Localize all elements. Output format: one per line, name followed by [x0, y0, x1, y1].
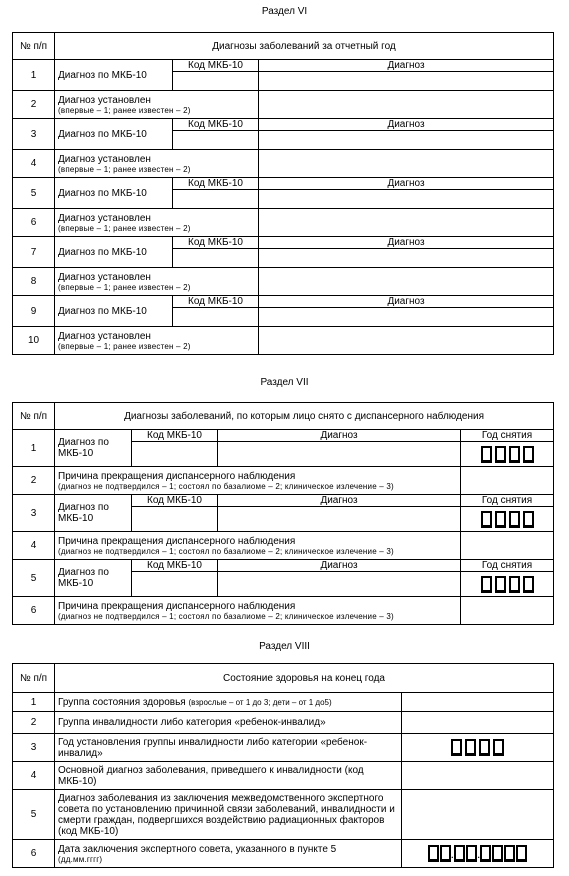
row-number: 7: [13, 237, 55, 268]
code-field[interactable]: [173, 131, 259, 150]
section-8-title: Раздел VIII: [259, 641, 310, 652]
reason-label: Причина прекращения диспансерного наблюдения (диагноз не подтвердился – 1; состоял по базалиоме – 2; клиническое излечение – 3): [55, 467, 461, 495]
established-field[interactable]: [259, 209, 554, 237]
row-number: 3: [13, 119, 55, 150]
section-8-table: [12, 663, 554, 868]
row-number: 2: [13, 467, 55, 495]
diag-label: Диагноз: [259, 119, 554, 131]
row-number: 4: [13, 532, 55, 560]
diag-field[interactable]: [259, 72, 554, 91]
row-number: 4: [13, 762, 55, 790]
code-label: Код МКБ-10: [173, 119, 259, 131]
row-number: 2: [13, 91, 55, 119]
row-number: 8: [13, 268, 55, 296]
code-label: Код МКБ-10: [173, 237, 259, 249]
reason-label: Причина прекращения диспансерного наблюдения (диагноз не подтвердился – 1; состоял по базалиоме – 2; клиническое излечение – 3): [55, 532, 461, 560]
diag-label: Диагноз: [218, 495, 461, 507]
num-header: № п/п: [13, 403, 55, 430]
diag-field[interactable]: [259, 131, 554, 150]
row-number: 5: [13, 560, 55, 597]
established-field[interactable]: [259, 150, 554, 178]
reason-field[interactable]: [461, 532, 554, 560]
diag-label: Диагноз: [259, 60, 554, 72]
disability-group-label: Группа инвалидности либо категория «ребенок-инвалид»: [55, 712, 402, 734]
established-label: Диагноз установлен (впервые – 1; ранее известен – 2): [55, 209, 259, 237]
code-field[interactable]: [173, 308, 259, 327]
section-7-title: Раздел VII: [260, 377, 309, 388]
row-number: 10: [13, 327, 55, 355]
disability-diagnosis-label: Основной диагноз заболевания, приведшего к инвалидности (код МКБ-10): [55, 762, 402, 790]
diag-label: Диагноз: [259, 296, 554, 308]
reason-label: Причина прекращения диспансерного наблюдения (диагноз не подтвердился – 1; состоял по базалиоме – 2; клиническое излечение – 3): [55, 597, 461, 625]
row-number: 4: [13, 150, 55, 178]
year-field[interactable]: [461, 572, 554, 597]
code-field[interactable]: [132, 507, 218, 532]
diag-field[interactable]: [259, 249, 554, 268]
disability-diagnosis-field[interactable]: [402, 762, 554, 790]
row-number: 2: [13, 712, 55, 734]
row-number: 3: [13, 495, 55, 532]
established-label: Диагноз установлен (впервые – 1; ранее известен – 2): [55, 327, 259, 355]
year-field[interactable]: [461, 507, 554, 532]
code-field[interactable]: [132, 572, 218, 597]
code-label: Код МКБ-10: [132, 495, 218, 507]
row-number: 1: [13, 430, 55, 467]
diag-field[interactable]: [218, 507, 461, 532]
diag-name-label: Диагноз по МКБ-10: [55, 560, 132, 597]
row-number: 1: [13, 60, 55, 91]
row-number: 1: [13, 693, 55, 712]
diag-name-label: Диагноз по МКБ-10: [55, 178, 173, 209]
code-label: Код МКБ-10: [132, 560, 218, 572]
established-field[interactable]: [259, 268, 554, 296]
reason-field[interactable]: [461, 467, 554, 495]
section-6-title: Раздел VI: [261, 6, 308, 17]
row-number: 5: [13, 178, 55, 209]
code-field[interactable]: [173, 190, 259, 209]
disability-group-field[interactable]: [402, 712, 554, 734]
row-number: 3: [13, 734, 55, 762]
diag-field[interactable]: [218, 442, 461, 467]
expert-diagnosis-label: Диагноз заболевания из заключения межведомственного экспертного совета по установлению причинной связи заболеваний, инвалидности и смерти граждан, подвергшихся воздействию радиационных факторов (код МКБ-10): [55, 790, 402, 840]
diag-name-label: Диагноз по МКБ-10: [55, 296, 173, 327]
section-header: Состояние здоровья на конец года: [55, 664, 554, 693]
row-number: 6: [13, 840, 55, 868]
code-label: Код МКБ-10: [173, 60, 259, 72]
diag-label: Диагноз: [259, 178, 554, 190]
section-header: Диагнозы заболеваний за отчетный год: [55, 33, 554, 60]
year-field[interactable]: [461, 442, 554, 467]
diag-field[interactable]: [259, 190, 554, 209]
diag-name-label: Диагноз по МКБ-10: [55, 237, 173, 268]
code-field[interactable]: [173, 249, 259, 268]
established-label: Диагноз установлен (впервые – 1; ранее известен – 2): [55, 91, 259, 119]
num-header: № п/п: [13, 33, 55, 60]
section-7-table: [12, 402, 554, 625]
year-label: Год снятия: [461, 495, 554, 507]
year-label: Год снятия: [461, 430, 554, 442]
diag-field[interactable]: [218, 572, 461, 597]
reason-field[interactable]: [461, 597, 554, 625]
code-label: Код МКБ-10: [173, 296, 259, 308]
section-6-table: [12, 32, 554, 355]
expert-date-field[interactable]: . .: [402, 840, 554, 868]
established-field[interactable]: [259, 327, 554, 355]
code-field[interactable]: [173, 72, 259, 91]
established-field[interactable]: [259, 91, 554, 119]
diag-name-label: Диагноз по МКБ-10: [55, 495, 132, 532]
diag-label: Диагноз: [218, 430, 461, 442]
diag-name-label: Диагноз по МКБ-10: [55, 60, 173, 91]
diag-label: Диагноз: [218, 560, 461, 572]
section-header: Диагнозы заболеваний, по которым лицо снято с диспансерного наблюдения: [55, 403, 554, 430]
row-number: 9: [13, 296, 55, 327]
disability-year-label: Год установления группы инвалидности либо категории «ребенок-инвалид»: [55, 734, 402, 762]
year-label: Год снятия: [461, 560, 554, 572]
health-group-label: Группа состояния здоровья (взрослые – от 1 до 3; дети – от 1 до5): [55, 693, 402, 712]
diag-label: Диагноз: [259, 237, 554, 249]
expert-date-label: Дата заключения экспертного совета, указанного в пункте 5 (дд.мм.гггг): [55, 840, 402, 868]
disability-year-field[interactable]: [402, 734, 554, 762]
established-label: Диагноз установлен (впервые – 1; ранее известен – 2): [55, 268, 259, 296]
expert-diagnosis-field[interactable]: [402, 790, 554, 840]
row-number: 6: [13, 209, 55, 237]
established-label: Диагноз установлен (впервые – 1; ранее известен – 2): [55, 150, 259, 178]
diag-field[interactable]: [259, 308, 554, 327]
health-group-field[interactable]: [402, 693, 554, 712]
diag-name-label: Диагноз по МКБ-10: [55, 119, 173, 150]
code-field[interactable]: [132, 442, 218, 467]
row-number: 5: [13, 790, 55, 840]
num-header: № п/п: [13, 664, 55, 693]
code-label: Код МКБ-10: [173, 178, 259, 190]
diag-name-label: Диагноз по МКБ-10: [55, 430, 132, 467]
row-number: 6: [13, 597, 55, 625]
code-label: Код МКБ-10: [132, 430, 218, 442]
